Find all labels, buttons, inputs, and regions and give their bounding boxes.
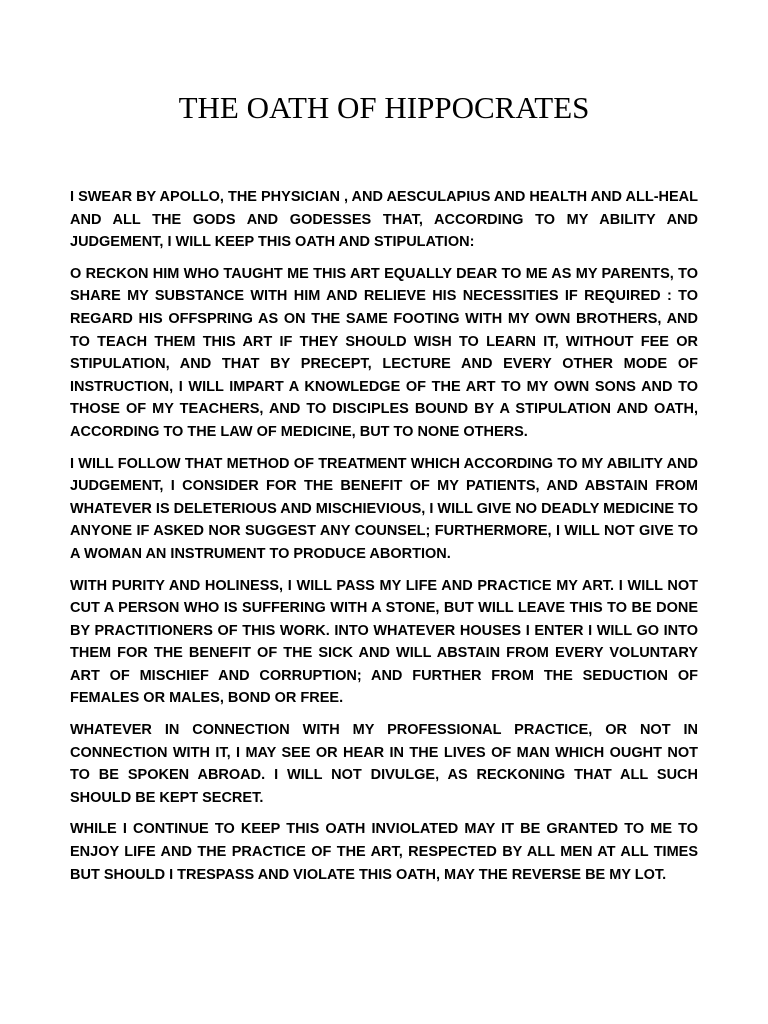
paragraph-purity: WITH PURITY AND HOLINESS, I WILL PASS MY LIFE AND PRACTICE MY ART. I WILL NOT CUT A PERSON WHO IS SUFFERING WITH A STONE, BUT WILL LEAVE THIS TO BE DONE BY PRACTITIONERS OF THIS WORK. INTO WHATEVER HOUSES I ENTER I WILL GO INTO THEM FOR THE BENEFIT OF THE SICK AND WILL ABSTAIN FROM EVERY VOLUNTARY ART OF MISCHIEF AND CORRUPTION; AND FURTHER FROM THE SEDUCTION OF FEMALES OR MALES, BOND OR FREE. [70,577,698,707]
paragraph-teachers: O RECKON HIM WHO TAUGHT ME THIS ART EQUALLY DEAR TO ME AS MY PARENTS, TO SHARE MY SUBSTANCE WITH HIM AND RELIEVE HIS NECESSITIES IF REQUIRED : TO REGARD HIS OFFSPRING AS ON THE SAME FOOTING WITH MY OWN BROTHERS, AND TO TEACH THEM THIS ART IF THEY SHOULD WISH TO LEARN IT, WITHOUT FEE OR STIPULATION, AND THAT BY PRECEPT, LECTURE AND EVERY OTHER MODE OF INSTRUCTION, I WILL IMPART A KNOWLEDGE OF THE ART TO MY OWN SONS AND TO THOSE OF MY TEACHERS, AND TO DISCIPLES BOUND BY A STIPULATION AND OATH, ACCORDING TO THE LAW OF MEDICINE, BUT TO NONE OTHERS. [70,265,698,440]
document-body [70,186,698,895]
paragraph-closing: WHILE I CONTINUE TO KEEP THIS OATH INVIOLATED MAY IT BE GRANTED TO ME TO ENJOY LIFE AND THE PRACTICE OF THE ART, RESPECTED BY ALL MEN AT ALL TIMES BUT SHOULD I TRESPASS AND VIOLATE THIS OATH, MAY THE REVERSE BE MY LOT. [70,821,698,883]
paragraph-confidentiality: WHATEVER IN CONNECTION WITH MY PROFESSIONAL PRACTICE, OR NOT IN CONNECTION WITH IT, I MAY SEE OR HEAR IN THE LIVES OF MAN WHICH OUGHT NOT TO BE SPOKEN ABROAD. I WILL NOT DIVULGE, AS RECKONING THAT ALL SUCH SHOULD BE KEPT SECRET. [70,722,698,806]
paragraph-oath-opening: I SWEAR BY APOLLO, THE PHYSICIAN , AND AESCULAPIUS AND HEALTH AND ALL-HEAL AND ALL THE GODS AND GODESSES THAT, ACCORDING TO MY ABILITY AND JUDGEMENT, I WILL KEEP THIS OATH AND STIPULATION: [70,189,698,251]
paragraph-treatment: I WILL FOLLOW THAT METHOD OF TREATMENT WHICH ACCORDING TO MY ABILITY AND JUDGEMENT, I CONSIDER FOR THE BENEFIT OF MY PATIENTS, AND ABSTAIN FROM WHATEVER IS DELETERIOUS AND MISCHIEVIOUS, I WILL GIVE NO DEADLY MEDICINE TO ANYONE IF ASKED NOR SUGGEST ANY COUNSEL; FURTHERMORE, I WILL NOT GIVE TO A WOMAN AN INSTRUMENT TO PRODUCE ABORTION. [70,455,698,562]
document-title: THE OATH OF HIPPOCRATES [178,90,590,125]
